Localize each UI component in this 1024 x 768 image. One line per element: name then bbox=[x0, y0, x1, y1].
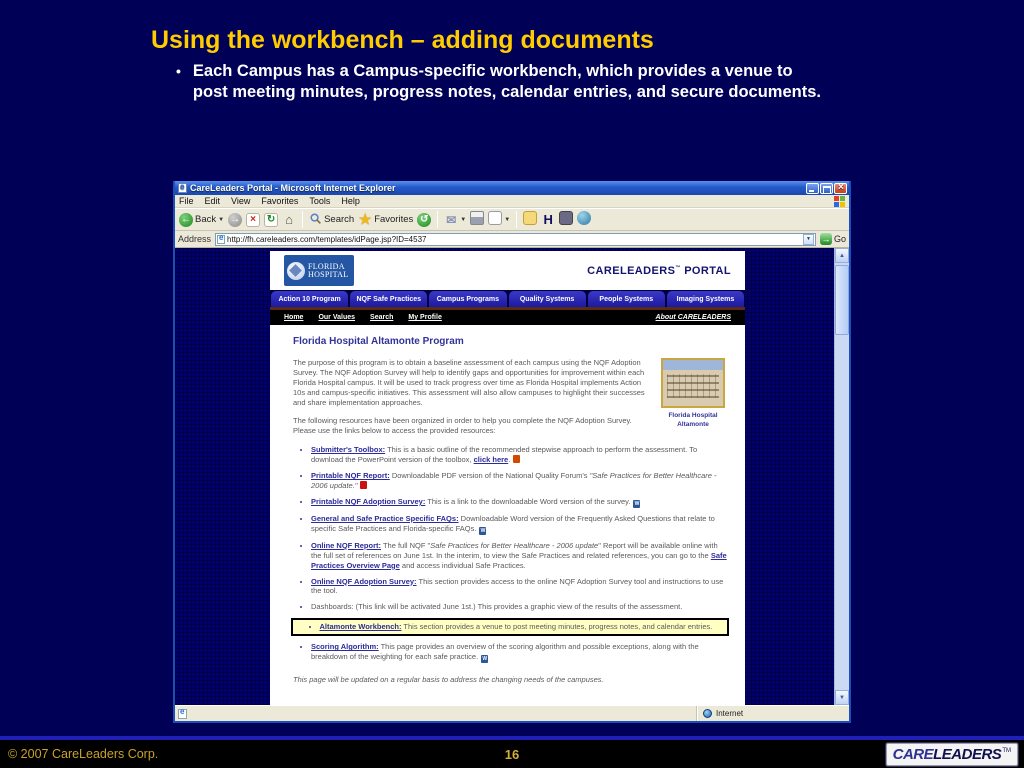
toolbar-separator bbox=[516, 211, 517, 228]
toolbar-label: Favorites bbox=[374, 214, 414, 225]
copyright-text: © 2007 CareLeaders Corp. bbox=[8, 747, 159, 761]
resource-link[interactable]: Scoring Algorithm: bbox=[311, 642, 379, 652]
browser-window bbox=[173, 181, 851, 723]
refresh-icon: ↻ bbox=[264, 213, 278, 227]
notes-icon bbox=[523, 211, 537, 228]
list-item-text bbox=[311, 445, 697, 464]
menu-view[interactable]: View bbox=[231, 196, 251, 206]
photo-caption: Florida Hospital Altamonte bbox=[668, 412, 718, 428]
window-titlebar[interactable] bbox=[175, 181, 849, 195]
notes-button[interactable] bbox=[523, 211, 537, 228]
list-item bbox=[311, 445, 729, 465]
menu-edit[interactable]: Edit bbox=[204, 196, 221, 206]
window-title: CareLeaders Portal - Microsoft Internet Explorer bbox=[190, 183, 396, 193]
print-button[interactable] bbox=[470, 211, 484, 228]
menu-help[interactable]: Help bbox=[341, 196, 360, 206]
slide-bullet-text: Each Campus has a Campus-specific workbench, which provides a venue to post meeting minutes, progress notes, calendar entries, and secure documents. bbox=[192, 62, 821, 101]
address-url: http://fh.careleaders.com/templates/idPage.jsp?ID=4537 bbox=[227, 234, 427, 244]
home-icon: ⌂ bbox=[285, 211, 293, 227]
messenger-button[interactable] bbox=[577, 211, 591, 228]
forward-button[interactable] bbox=[228, 213, 242, 227]
search-icon bbox=[309, 212, 322, 228]
text-segment: The full NQF " bbox=[381, 540, 431, 550]
list-item-text bbox=[311, 642, 699, 661]
workbench-highlight-item bbox=[291, 618, 729, 636]
portal-brand: CARELEADERS™ PORTAL bbox=[587, 264, 731, 277]
resource-link[interactable]: Online NQF Report: bbox=[311, 540, 381, 550]
messenger-icon bbox=[577, 211, 591, 228]
go-label: Go bbox=[833, 234, 846, 244]
menu-tools[interactable]: Tools bbox=[309, 196, 331, 206]
menu-favorites[interactable]: Favorites bbox=[261, 196, 299, 206]
list-item-text bbox=[311, 602, 682, 611]
text-segment: . bbox=[508, 455, 511, 465]
address-input[interactable] bbox=[215, 233, 816, 246]
tab-quality-systems[interactable]: Quality Systems bbox=[509, 291, 586, 307]
forward-icon: → bbox=[230, 214, 241, 225]
tab-action-10-program[interactable]: Action 10 Program bbox=[271, 291, 348, 307]
careleaders-logo: CARE LEADERS TM bbox=[886, 743, 1018, 766]
tab-imaging-systems[interactable]: Imaging Systems bbox=[667, 291, 744, 307]
toolbar-separator bbox=[437, 211, 438, 228]
print-icon bbox=[470, 211, 484, 228]
site-nav-bar bbox=[270, 310, 745, 325]
word-file-icon[interactable]: W bbox=[482, 656, 488, 662]
text-segment: Dashboards: (This link will be activated June 1st.) This provides a graphic view of the results of the assessment. bbox=[311, 602, 683, 612]
logo-line1: FLORIDA bbox=[308, 261, 345, 271]
text-segment: This is a basic outline of the recommended stepwise approach to perform the assessment. To download the PowerPoint version of the toolbox, bbox=[311, 445, 698, 465]
text-segment: This section provides access to the online NQF Adoption Survey tool and instructions to use the tool. bbox=[311, 576, 724, 596]
resource-link[interactable]: Safe Practices Overview Page bbox=[311, 550, 727, 570]
search-button[interactable] bbox=[309, 212, 354, 228]
list-item-text bbox=[311, 514, 715, 533]
nav-link-home[interactable]: Home bbox=[284, 314, 304, 321]
text-segment: "Safe Practices for Better Healthcare - 2006 update." bbox=[311, 471, 717, 491]
h-app-icon: H bbox=[543, 211, 553, 227]
tab-people-systems[interactable]: People Systems bbox=[588, 291, 665, 307]
h-app-button[interactable] bbox=[541, 212, 555, 227]
ppt-file-icon[interactable] bbox=[513, 455, 520, 463]
text-segment: Safe Practices for Better Healthcare - 2006 update bbox=[430, 540, 599, 550]
resource-link[interactable]: Online NQF Adoption Survey: bbox=[311, 576, 417, 586]
back-icon: ← bbox=[181, 214, 191, 225]
list-item bbox=[311, 471, 729, 491]
intro-paragraph-2: The following resources have been organized in order to help you complete the NQF Adoption Survey. Please use the links below to access the provided resources: bbox=[293, 415, 632, 435]
app-button[interactable] bbox=[559, 211, 573, 228]
chevron-down-icon: ▼ bbox=[460, 216, 467, 223]
resource-link[interactable]: Submitter's Toolbox: bbox=[311, 445, 386, 455]
menu-file[interactable]: File bbox=[179, 196, 194, 206]
resource-link[interactable]: click here bbox=[473, 455, 509, 465]
list-item bbox=[311, 514, 729, 535]
text-segment: Downloadable Word version of the Frequently Asked Questions that relate to specific Safe Practices and Florida-specific FAQs. bbox=[311, 513, 715, 533]
toolbar-label: Search bbox=[324, 214, 355, 225]
internet-globe-icon bbox=[703, 709, 712, 718]
maximize-button[interactable] bbox=[820, 183, 833, 194]
list-item-text bbox=[311, 577, 723, 596]
ie-icon bbox=[178, 183, 187, 193]
nav-link-about-careleaders[interactable]: About CARELEADERS bbox=[655, 314, 731, 321]
slide-bullet bbox=[176, 61, 831, 102]
list-item bbox=[311, 577, 729, 597]
address-dropdown-button[interactable]: ▼ bbox=[803, 234, 814, 245]
menu-bar bbox=[175, 195, 849, 208]
pdf-file-icon[interactable] bbox=[360, 481, 367, 489]
site-header bbox=[270, 251, 745, 290]
stop-icon: × bbox=[246, 213, 260, 227]
nav-link-search[interactable]: Search bbox=[370, 314, 394, 321]
text-segment: " Report will be available online with the full set of references on June 1st. In the interim, to view the Safe Practices and related references, you can go to the bbox=[311, 540, 718, 560]
back-button[interactable] bbox=[179, 213, 224, 227]
browser-viewport bbox=[175, 248, 849, 705]
webpage bbox=[270, 251, 745, 705]
edit-icon bbox=[488, 211, 502, 228]
resource-link[interactable]: Printable NQF Report: bbox=[311, 471, 390, 481]
list-item bbox=[311, 602, 729, 612]
text-segment: and access individual Safe Practices. bbox=[399, 560, 526, 570]
text-segment: This page provides an overview of the scoring algorithm and possible exceptions, along with the breakdown of the weighting for each safe practice. bbox=[311, 642, 699, 661]
windows-logo-icon bbox=[834, 196, 845, 207]
resource-link[interactable]: Altamonte Workbench: bbox=[319, 622, 402, 632]
slide-title: Using the workbench – adding documents bbox=[151, 26, 654, 54]
favorites-button[interactable] bbox=[358, 212, 413, 227]
scrollbar-thumb[interactable] bbox=[835, 265, 849, 335]
address-label: Address bbox=[178, 234, 212, 244]
resource-link[interactable]: General and Safe Practice Specific FAQs: bbox=[311, 513, 459, 523]
hospital-photo bbox=[661, 358, 725, 408]
page-content bbox=[270, 325, 745, 705]
close-button[interactable] bbox=[834, 183, 847, 194]
florida-hospital-emblem-icon bbox=[287, 262, 305, 280]
list-item-text bbox=[320, 622, 713, 631]
site-tab-bar bbox=[270, 290, 745, 307]
go-arrow-icon: → bbox=[821, 234, 831, 244]
page-note: This page will be updated on a regular basis to address the changing needs of the campuses. bbox=[293, 675, 604, 684]
minimize-button[interactable] bbox=[806, 183, 819, 194]
nav-link-my-profile[interactable]: My Profile bbox=[408, 314, 442, 321]
mail-button[interactable] bbox=[444, 213, 466, 227]
refresh-button[interactable] bbox=[264, 213, 278, 227]
word-file-icon[interactable]: W bbox=[634, 500, 640, 507]
list-item-text bbox=[311, 541, 727, 570]
page-icon bbox=[217, 235, 225, 244]
address-bar bbox=[175, 231, 849, 248]
toolbar-label: Back bbox=[195, 214, 217, 225]
scroll-up-icon[interactable]: ▲ bbox=[835, 248, 849, 263]
favorites-icon: ★ bbox=[358, 210, 372, 227]
status-page-icon bbox=[178, 709, 187, 719]
list-item bbox=[311, 497, 729, 508]
list-item bbox=[311, 541, 729, 571]
vertical-scrollbar[interactable] bbox=[834, 248, 849, 705]
nav-link-our-values[interactable]: Our Values bbox=[318, 314, 356, 321]
toolbar bbox=[175, 208, 849, 231]
intro-paragraph-1: The purpose of this program is to obtain a baseline assessment of each campus using the NQF Adoption Survey. The NQF Adoption Survey will help to identify gaps and opportunities for improvement within each Florida Hospital campus. It will be used to track progress over time as Florida Hospital implements Action 10s and campus-specific initiatives. This assessment will also allow campuses to highlight their successes and share implementation approaches. bbox=[293, 358, 645, 407]
scroll-down-icon[interactable]: ▼ bbox=[835, 690, 849, 705]
text-segment: This section provides a venue to post meeting minutes, progress notes, and calendar entries. bbox=[401, 622, 713, 632]
text-segment: Downloadable PDF version of the National Quality Forum's bbox=[389, 471, 590, 481]
florida-hospital-logo[interactable] bbox=[284, 255, 354, 286]
chevron-down-icon: ▼ bbox=[504, 216, 511, 223]
slide-footer bbox=[0, 740, 1024, 768]
tab-campus-programs[interactable]: Campus Programs bbox=[429, 291, 506, 307]
logo-line2: HOSPITAL bbox=[308, 269, 349, 279]
go-button[interactable] bbox=[820, 233, 846, 245]
resource-list bbox=[293, 445, 729, 663]
edit-button[interactable] bbox=[488, 211, 510, 228]
status-zone: Internet bbox=[716, 709, 744, 718]
chevron-down-icon: ▼ bbox=[218, 216, 225, 223]
list-item-text bbox=[311, 471, 717, 490]
tab-nqf-safe-practices[interactable]: NQF Safe Practices bbox=[350, 291, 427, 307]
status-bar bbox=[175, 705, 849, 721]
word-file-icon[interactable]: W bbox=[480, 527, 486, 534]
media-button[interactable] bbox=[417, 213, 431, 227]
mail-icon: ✉ bbox=[446, 212, 457, 227]
home-button[interactable] bbox=[282, 212, 296, 227]
toolbar-separator bbox=[302, 211, 303, 228]
resource-link[interactable]: Printable NQF Adoption Survey: bbox=[311, 496, 426, 506]
list-item bbox=[311, 642, 729, 663]
app-icon bbox=[559, 211, 573, 228]
text-segment: This is a link to the downloadable Word version of the survey. bbox=[425, 496, 631, 506]
stop-button[interactable] bbox=[246, 213, 260, 227]
page-heading: Florida Hospital Altamonte Program bbox=[293, 336, 464, 347]
bullet-dot-icon: • bbox=[176, 63, 181, 79]
page-number: 16 bbox=[504, 746, 520, 762]
list-item-text bbox=[311, 497, 640, 506]
media-icon: ↺ bbox=[417, 213, 431, 227]
